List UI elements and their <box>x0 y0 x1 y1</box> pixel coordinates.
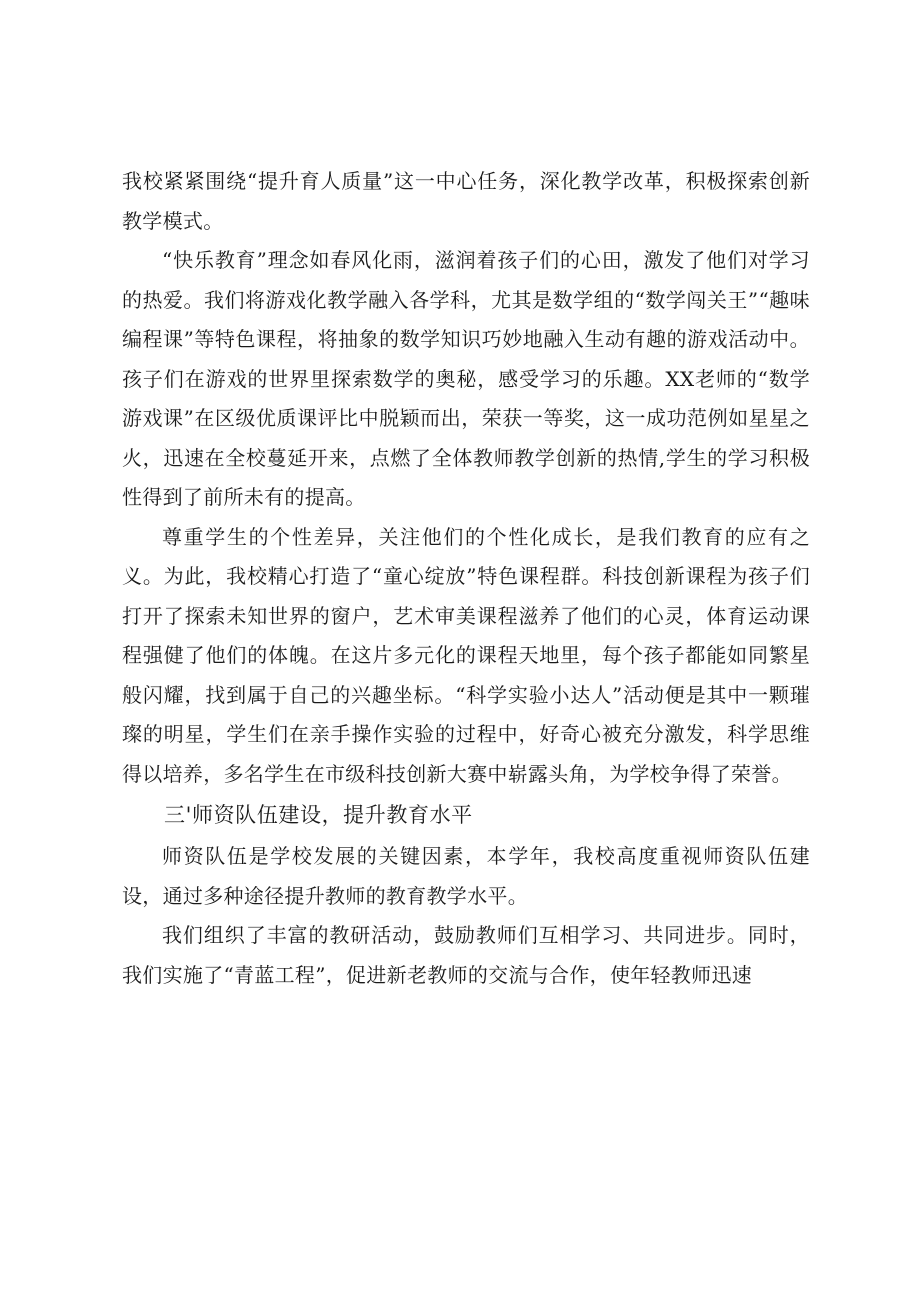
paragraph-5: 我们组织了丰富的教研活动，鼓励教师们互相学习、共同进步。同时，我们实施了“青蓝工程”，促进新老教师的交流与合作，使年轻教师迅速 <box>122 923 810 987</box>
section-heading: 三'师资队伍建设，提升教育水平 <box>164 803 473 827</box>
paragraph-2: “快乐教育”理念如春风化雨，滋润着孩子们的心田，激发了他们对学习的热爱。我们将游戏化教学融入各学科，尤其是数学组的“数学闯关王”“趣味编程课”等特色课程，将抽象的数学知识巧妙地融入生动有趣的游戏活动中。孩子们在游戏的世界里探索数学的奥秘，感受学习的乐趣。XX老师的“数学游戏课”在区级优质课评比中脱颖而出，荣获一等奖，这一成功范例如星星之火，迅速在全校蔓延开来，点燃了全体教师教学创新的热情,学生的学习积极性得到了前所未有的提高。 <box>122 248 810 509</box>
paragraph-3: 尊重学生的个性差异，关注他们的个性化成长，是我们教育的应有之义。为此，我校精心打造了“童心绽放”特色课程群。科技创新课程为孩子们打开了探索未知世界的窗户，艺术审美课程滋养了他们的心灵，体育运动课程强健了他们的体魄。在这片多元化的课程天地里，每个孩子都能如同繁星般闪耀，找到属于自己的兴趣坐标。“科学实验小达人”活动便是其中一颗璀璨的明星，学生们在亲手操作实验的过程中，好奇心被充分激发，科学思维得以培养，多名学生在市级科技创新大赛中崭露头角，为学校争得了荣誉。 <box>122 524 810 786</box>
paragraph-1: 我校紧紧围绕“提升育人质量”这一中心任务，深化教学改革，积极探索创新教学模式。 <box>122 169 810 233</box>
document-body <box>122 162 810 995</box>
paragraph-4: 师资队伍是学校发展的关键因素，本学年，我校高度重视师资队伍建设，通过多种途径提升教师的教育教学水平。 <box>122 844 810 908</box>
